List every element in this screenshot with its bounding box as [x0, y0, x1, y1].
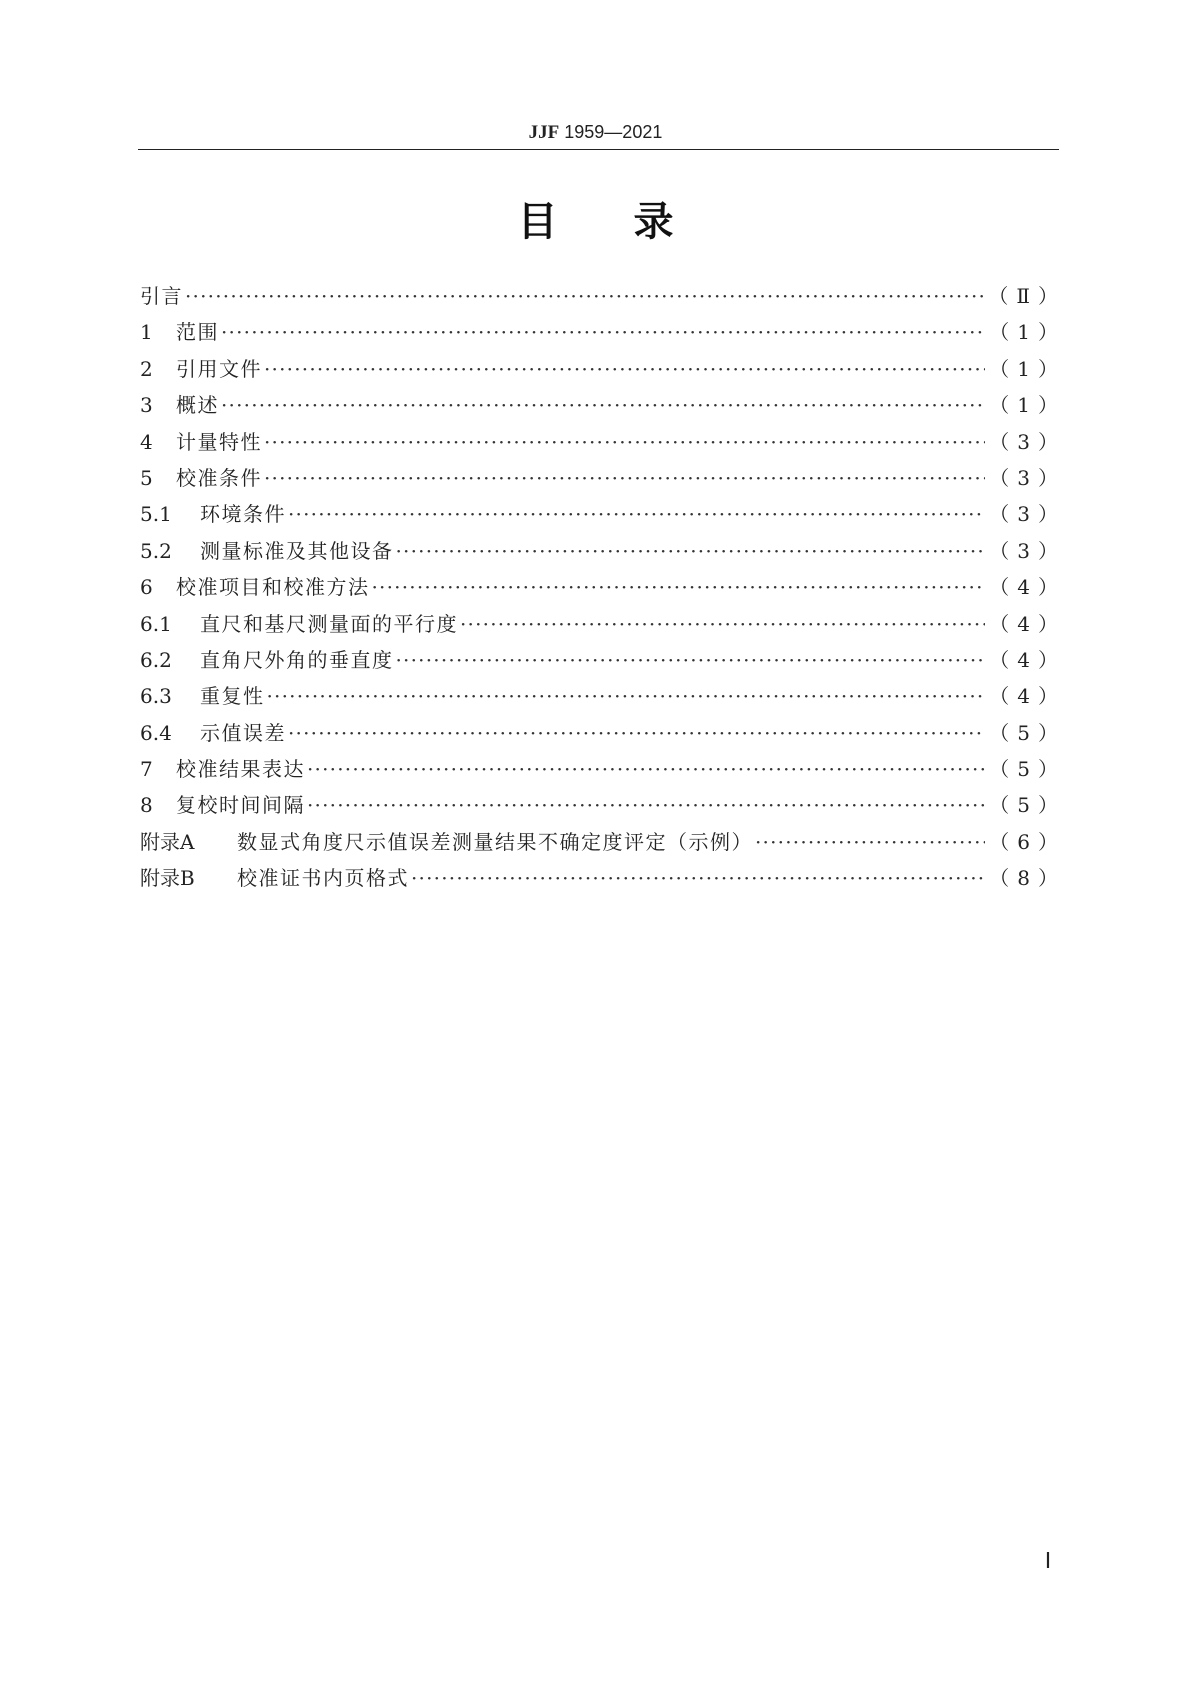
toc-entry-page: （1）: [989, 356, 1066, 381]
toc-entry-number: 2: [140, 356, 153, 381]
toc-entry-title: 校准证书内页格式: [237, 866, 409, 891]
page-number: Ⅰ: [1044, 1548, 1052, 1573]
toc-entry-4[interactable]: [140, 424, 1066, 460]
toc-entry-5-2[interactable]: [140, 533, 1066, 569]
toc-entry-title: 直尺和基尺测量面的平行度: [200, 611, 458, 636]
dot-leader: [411, 860, 985, 896]
toc-entry-appendix-b[interactable]: [140, 860, 1066, 896]
toc-entry-title: 重复性: [200, 684, 265, 709]
toc-entry-number: 3: [140, 393, 153, 418]
toc-entry-page: （3）: [989, 429, 1066, 454]
toc-entry-number: 6.3: [140, 684, 172, 709]
toc-entry-title: 计量特性: [176, 429, 262, 454]
dot-leader: [288, 715, 985, 751]
toc-entry-number: 6: [140, 575, 153, 600]
toc-entry-number: 6.2: [140, 647, 172, 672]
toc-entry-title: 校准项目和校准方法: [176, 575, 370, 600]
toc-entry-6-1[interactable]: [140, 606, 1066, 642]
toc-entry-title: 测量标准及其他设备: [200, 538, 394, 563]
toc-entry-page: （1）: [989, 393, 1066, 418]
toc-entry-number: 8: [140, 793, 153, 818]
toc-entry-5[interactable]: [140, 460, 1066, 496]
toc-entry-title: 数显式角度尺示值误差测量结果不确定度评定（示例）: [237, 829, 753, 854]
toc-entry-title: 校准结果表达: [176, 757, 305, 782]
toc-entry-6-3[interactable]: [140, 678, 1066, 714]
toc-entry-page: （3）: [989, 502, 1066, 527]
toc-entry-appendix-a[interactable]: [140, 824, 1066, 860]
dot-leader: [307, 787, 985, 823]
toc-entry-title: 范围: [176, 320, 219, 345]
toc-title: 目录: [517, 199, 750, 245]
dot-leader: [264, 424, 985, 460]
toc-entry-page: （1）: [989, 320, 1066, 345]
toc-entry-page: （8）: [989, 866, 1066, 891]
dot-leader: [221, 387, 985, 423]
toc-entry-2[interactable]: [140, 351, 1066, 387]
toc-entry-3[interactable]: [140, 387, 1066, 423]
toc-entry-6[interactable]: [140, 569, 1066, 605]
toc-entry-page: （4）: [989, 684, 1066, 709]
toc-entry-page: （6）: [989, 829, 1066, 854]
dot-leader: [264, 460, 985, 496]
standard-number: 1959—2021: [564, 122, 663, 142]
toc-entry-title: 复校时间间隔: [176, 793, 305, 818]
toc-entry-title: 概述: [176, 393, 219, 418]
dot-leader: [264, 351, 985, 387]
toc-entry-6-4[interactable]: [140, 715, 1066, 751]
toc-entry-number: 附录A: [140, 829, 195, 854]
toc-entry-6-2[interactable]: [140, 642, 1066, 678]
toc-entry-title: 引用文件: [176, 356, 262, 381]
toc-entry-title: 环境条件: [200, 502, 286, 527]
toc-entry-page: （3）: [989, 538, 1066, 563]
toc-entry-number: 7: [140, 757, 153, 782]
toc-entry-number: 5.1: [140, 502, 172, 527]
toc-entry-number: 6.4: [140, 720, 172, 745]
dot-leader: [460, 606, 985, 642]
toc-entry-8[interactable]: [140, 787, 1066, 823]
dot-leader: [372, 569, 986, 605]
toc-entry-page: （4）: [989, 611, 1066, 636]
toc-entry-title: 直角尺外角的垂直度: [200, 647, 394, 672]
toc-entry-page: （5）: [989, 720, 1066, 745]
standard-prefix: JJF: [528, 122, 560, 143]
dot-leader: [288, 496, 985, 532]
toc-entry-page: （Ⅱ）: [988, 284, 1066, 308]
toc-entry-page: （4）: [989, 575, 1066, 600]
toc-entry-page: （3）: [989, 465, 1066, 490]
toc-entry-7[interactable]: [140, 751, 1066, 787]
dot-leader: [185, 278, 984, 314]
toc-entry-number: 5: [140, 465, 153, 490]
dot-leader: [267, 678, 986, 714]
toc-entry-title: 示值误差: [200, 720, 286, 745]
toc-entry-number: 附录B: [140, 866, 195, 891]
toc-entry-page: （5）: [989, 793, 1066, 818]
toc-entry-title: 引言: [140, 284, 183, 308]
toc-entry-number: 1: [140, 320, 153, 345]
dot-leader: [221, 314, 985, 350]
dot-leader: [396, 642, 986, 678]
dot-leader: [755, 824, 985, 860]
header-rule: [138, 149, 1059, 150]
toc-entry-title: 校准条件: [176, 465, 262, 490]
table-of-contents: [140, 278, 1066, 897]
toc-entry-page: （5）: [989, 757, 1066, 782]
toc-entry-intro[interactable]: [140, 278, 1066, 314]
toc-entry-page: （4）: [989, 647, 1066, 672]
dot-leader: [396, 533, 986, 569]
toc-entry-number: 5.2: [140, 538, 172, 563]
toc-entry-number: 4: [140, 429, 153, 454]
dot-leader: [307, 751, 985, 787]
toc-entry-1[interactable]: [140, 314, 1066, 350]
standard-code-header: [0, 117, 1191, 147]
toc-entry-5-1[interactable]: [140, 496, 1066, 532]
toc-entry-number: 6.1: [140, 611, 172, 636]
